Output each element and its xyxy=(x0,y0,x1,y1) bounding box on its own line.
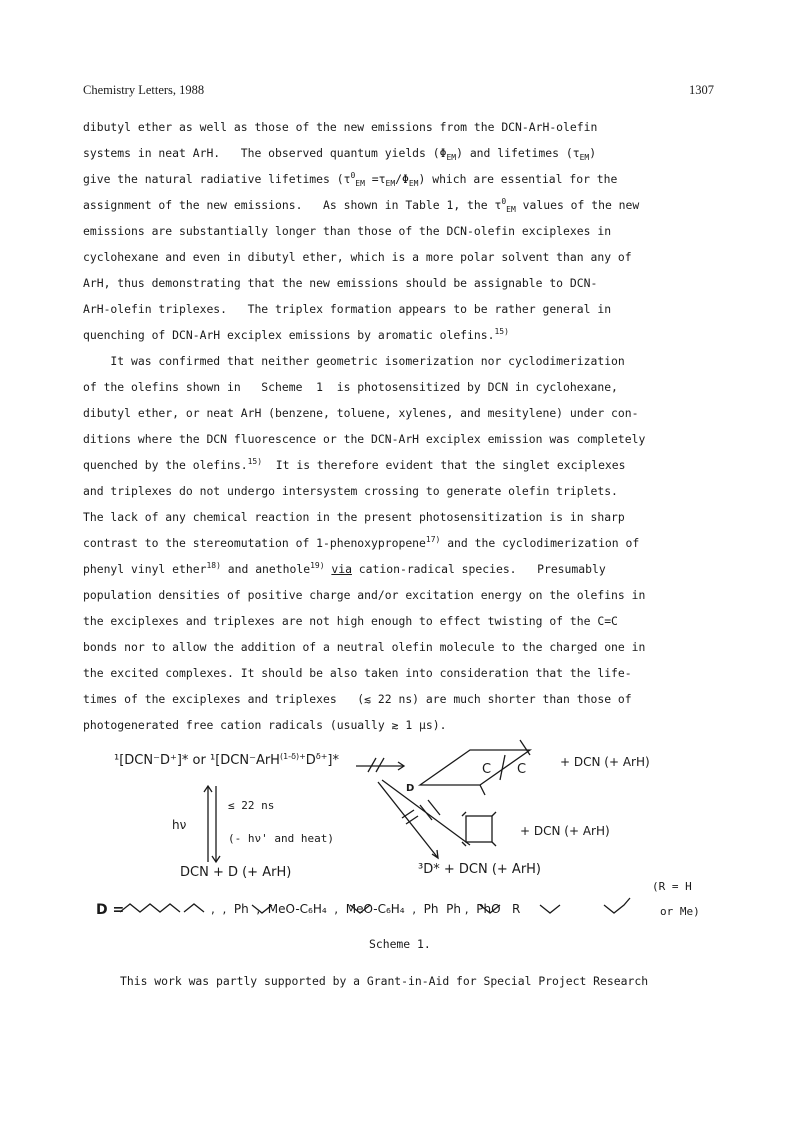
r-substituent-note: (R = H xyxy=(652,880,692,893)
text-line: The lack of any chemical reaction in the present photosensitization is in sharp xyxy=(83,510,625,524)
c-atom-label: C xyxy=(517,762,527,777)
scheme-exciplex-label: ¹[DCN⁻D⁺]* or $^1[DCN^-ArH^{(1-\delta)+}D^{\delta+}]*$ xyxy=(114,752,339,768)
hv-label: hν xyxy=(172,818,187,832)
text-line: ditions where the DCN fluorescence or the DCN-ArH exciplex emission was completely xyxy=(83,432,646,446)
olefin-definition-label: D = xyxy=(96,902,125,918)
cross-mark xyxy=(376,758,384,772)
text-line: quenched by the olefins.$^{15)}$ It is therefore evident that the singlet exciplexes xyxy=(83,457,626,472)
text-line: population densities of positive charge and/or excitation energy on the olefins in xyxy=(83,588,646,602)
text-line: give the natural radiative lifetimes $(\tau^0_{EM} =\tau_{EM}/\Phi_{EM})$ which are essential for the xyxy=(83,171,618,188)
olefin-list: , , Ph , MeO-C₆H₄ , MeO-C₆H₄ , Ph Ph , PhO R xyxy=(211,902,521,916)
cyclodimer-bond xyxy=(480,785,485,795)
r-substituent-note: or Me) xyxy=(660,905,700,918)
cyclobutane-square xyxy=(466,816,492,842)
olefin-structure xyxy=(350,905,370,913)
acknowledgement-text: This work was partly supported by a Grant-in-Aid for Special Project Research xyxy=(120,974,649,988)
text-line: and triplexes do not undergo intersystem crossing to generate olefin triplets. xyxy=(83,484,618,498)
text-line: contrast to the stereomutation of 1-phenoxypropene$^{17)}$ and the cyclodimerization of xyxy=(83,535,640,550)
cyclodimer-ring xyxy=(420,750,530,785)
olefin-structure xyxy=(480,905,500,913)
text-line: systems in neat ArH. The observed quantum yields $(\Phi_{EM})$ and lifetimes $(\tau_{EM})$ xyxy=(83,146,597,162)
cross-mark xyxy=(428,800,440,815)
triplet-product-label: ³D* + DCN (+ ArH) xyxy=(418,862,542,877)
text-line: assignment of the new emissions. As shown in Table 1, the $\tau^0_{EM}$ values of the new xyxy=(83,197,640,214)
olefin-structure xyxy=(120,904,180,912)
ground-state-label: DCN + D (+ ArH) xyxy=(180,865,292,880)
text-line: times of the exciplexes and triplexes (≲ 22 ns) are much shorter than those of xyxy=(83,692,632,706)
cyclodimer-product-label: + DCN (+ ArH) xyxy=(560,755,650,769)
olefin-structure xyxy=(540,905,560,913)
page-number: 1307 xyxy=(689,83,714,97)
text-line: the exciplexes and triplexes are not high enough to effect twisting of the C=C xyxy=(83,614,618,628)
olefin-structure xyxy=(184,904,204,912)
running-header-journal: Chemistry Letters, 1988 xyxy=(83,83,205,97)
text-line: cyclohexane and even in dibutyl ether, which is a more polar solvent than any of xyxy=(83,250,632,264)
text-line: dibutyl ether, or neat ArH (benzene, toluene, xylenes, and mesitylene) under con- xyxy=(83,406,639,420)
text-line: phenyl vinyl ether$^{18)}$ and anethole$^{19)}$ via cation-radical species. Presumably xyxy=(83,561,606,576)
text-line: emissions are substantially longer than those of the DCN-olefin exciplexes in xyxy=(83,224,612,238)
cyclobutane-product-label: + DCN (+ ArH) xyxy=(520,824,610,838)
olefin-structure xyxy=(604,898,630,913)
text-line: bonds nor to allow the addition of a neutral olefin molecule to the charged one in xyxy=(83,640,646,654)
text-line: It was confirmed that neither geometric isomerization nor cyclodimerization xyxy=(83,354,625,368)
c-atom-label: C xyxy=(482,762,492,777)
decay-label: (- hν' and heat) xyxy=(228,832,334,845)
text-line: quenching of DCN-ArH exciplex emissions by aromatic olefins.$^{15)}$ xyxy=(83,327,509,342)
text-line: dibutyl ether as well as those of the new emissions from the DCN-ArH-olefin xyxy=(83,120,598,134)
via-emphasis: via xyxy=(331,562,352,576)
cross-mark xyxy=(420,805,432,820)
isc-arrow xyxy=(378,782,438,858)
substituent-bond xyxy=(492,842,496,846)
scheme-caption: Scheme 1. xyxy=(369,937,431,951)
text-line: of the olefins shown in Scheme 1 is photosensitized by DCN in cyclohexane, xyxy=(83,380,618,394)
text-line: ArH, thus demonstrating that the new emissions should be assignable to DCN- xyxy=(83,276,598,290)
olefin-structure xyxy=(252,905,272,913)
d-label: D xyxy=(406,783,415,794)
cross-mark xyxy=(368,758,376,772)
text-line: ArH-olefin triplexes. The triplex formation appears to be rather general in xyxy=(83,302,612,316)
substituent-bond xyxy=(492,812,496,816)
text-line: the excited complexes. It should be also taken into consideration that the life- xyxy=(83,666,632,680)
text-line: photogenerated free cation radicals (usually ≳ 1 μs). xyxy=(83,718,447,732)
lifetime-label: ≤ 22 ns xyxy=(228,799,275,812)
